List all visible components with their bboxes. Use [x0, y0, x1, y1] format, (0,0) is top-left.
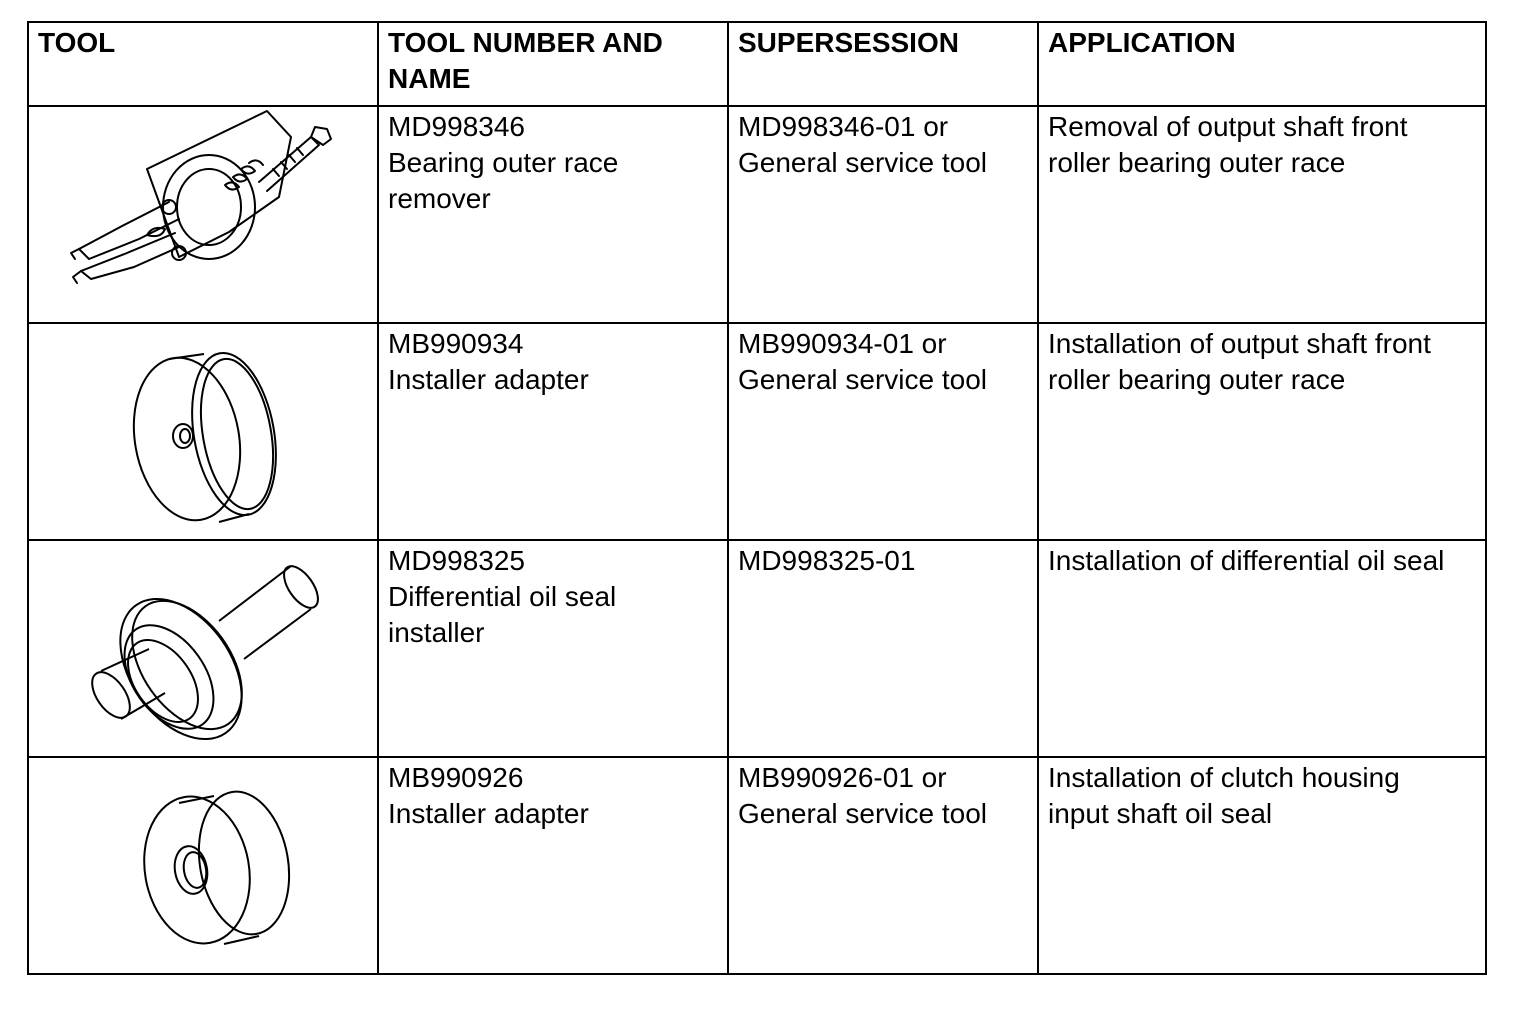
table-row: [28, 540, 1486, 757]
supersession-line: MD998325-01: [738, 545, 916, 576]
header-application: [1038, 22, 1486, 106]
table-row: [28, 323, 1486, 540]
tool-number-name-cell: [378, 757, 728, 974]
supersession-line: MB990934-01 or: [738, 328, 947, 359]
tool-number: MD998325: [388, 545, 525, 576]
header-row: [28, 22, 1486, 106]
supersession-line: MB990926-01 or: [738, 762, 947, 793]
header-tool-number-and-name: [378, 22, 728, 106]
supersession-line: MD998346-01 or: [738, 111, 949, 142]
bearing-outer-race-remover-icon: [29, 107, 377, 320]
supersession-cell: [728, 540, 1038, 757]
differential-oil-seal-installer-icon: [29, 541, 377, 754]
tool-number-name-cell: [378, 540, 728, 757]
header-supersession: [728, 22, 1038, 106]
application-line: roller bearing outer race: [1048, 364, 1346, 395]
tool-name-line: installer: [388, 617, 485, 648]
tool-image-cell: [28, 757, 378, 974]
header-supersession-label: SUPERSESSION: [738, 27, 959, 58]
installer-adapter-icon: [29, 324, 377, 537]
tool-name-line: Bearing outer race: [388, 147, 619, 178]
header-application-label: APPLICATION: [1048, 27, 1236, 58]
tool-name-line: Installer adapter: [388, 364, 589, 395]
special-tools-table: [27, 21, 1487, 975]
supersession-cell: [728, 323, 1038, 540]
header-number-name-line1: TOOL NUMBER AND: [388, 27, 663, 58]
tool-image-cell: [28, 540, 378, 757]
application-cell: [1038, 540, 1486, 757]
tool-number-name-cell: [378, 323, 728, 540]
supersession-line: General service tool: [738, 147, 988, 178]
supersession-line: General service tool: [738, 798, 988, 829]
tool-image-cell: [28, 323, 378, 540]
header-number-name-line2: NAME: [388, 63, 471, 94]
application-line: Installation of clutch housing: [1048, 762, 1400, 793]
application-line: Installation of output shaft front: [1048, 328, 1431, 359]
tool-number: MD998346: [388, 111, 525, 142]
table-row: [28, 757, 1486, 974]
header-tool-label: TOOL: [38, 27, 116, 58]
header-tool: [28, 22, 378, 106]
application-line: Removal of output shaft front: [1048, 111, 1408, 142]
tool-name-line: Installer adapter: [388, 798, 589, 829]
application-cell: [1038, 106, 1486, 323]
application-line: input shaft oil seal: [1048, 798, 1273, 829]
application-cell: [1038, 323, 1486, 540]
supersession-cell: [728, 106, 1038, 323]
table-row: [28, 106, 1486, 323]
application-cell: [1038, 757, 1486, 974]
supersession-line: General service tool: [738, 364, 988, 395]
tool-number: MB990926: [388, 762, 524, 793]
tool-name-line: Differential oil seal: [388, 581, 617, 612]
tool-number-name-cell: [378, 106, 728, 323]
tool-name-line: remover: [388, 183, 491, 214]
installer-adapter-icon: [29, 758, 377, 971]
tool-number: MB990934: [388, 328, 524, 359]
application-line: Installation of differential oil seal: [1048, 545, 1445, 576]
supersession-cell: [728, 757, 1038, 974]
application-line: roller bearing outer race: [1048, 147, 1346, 178]
tool-image-cell: [28, 106, 378, 323]
